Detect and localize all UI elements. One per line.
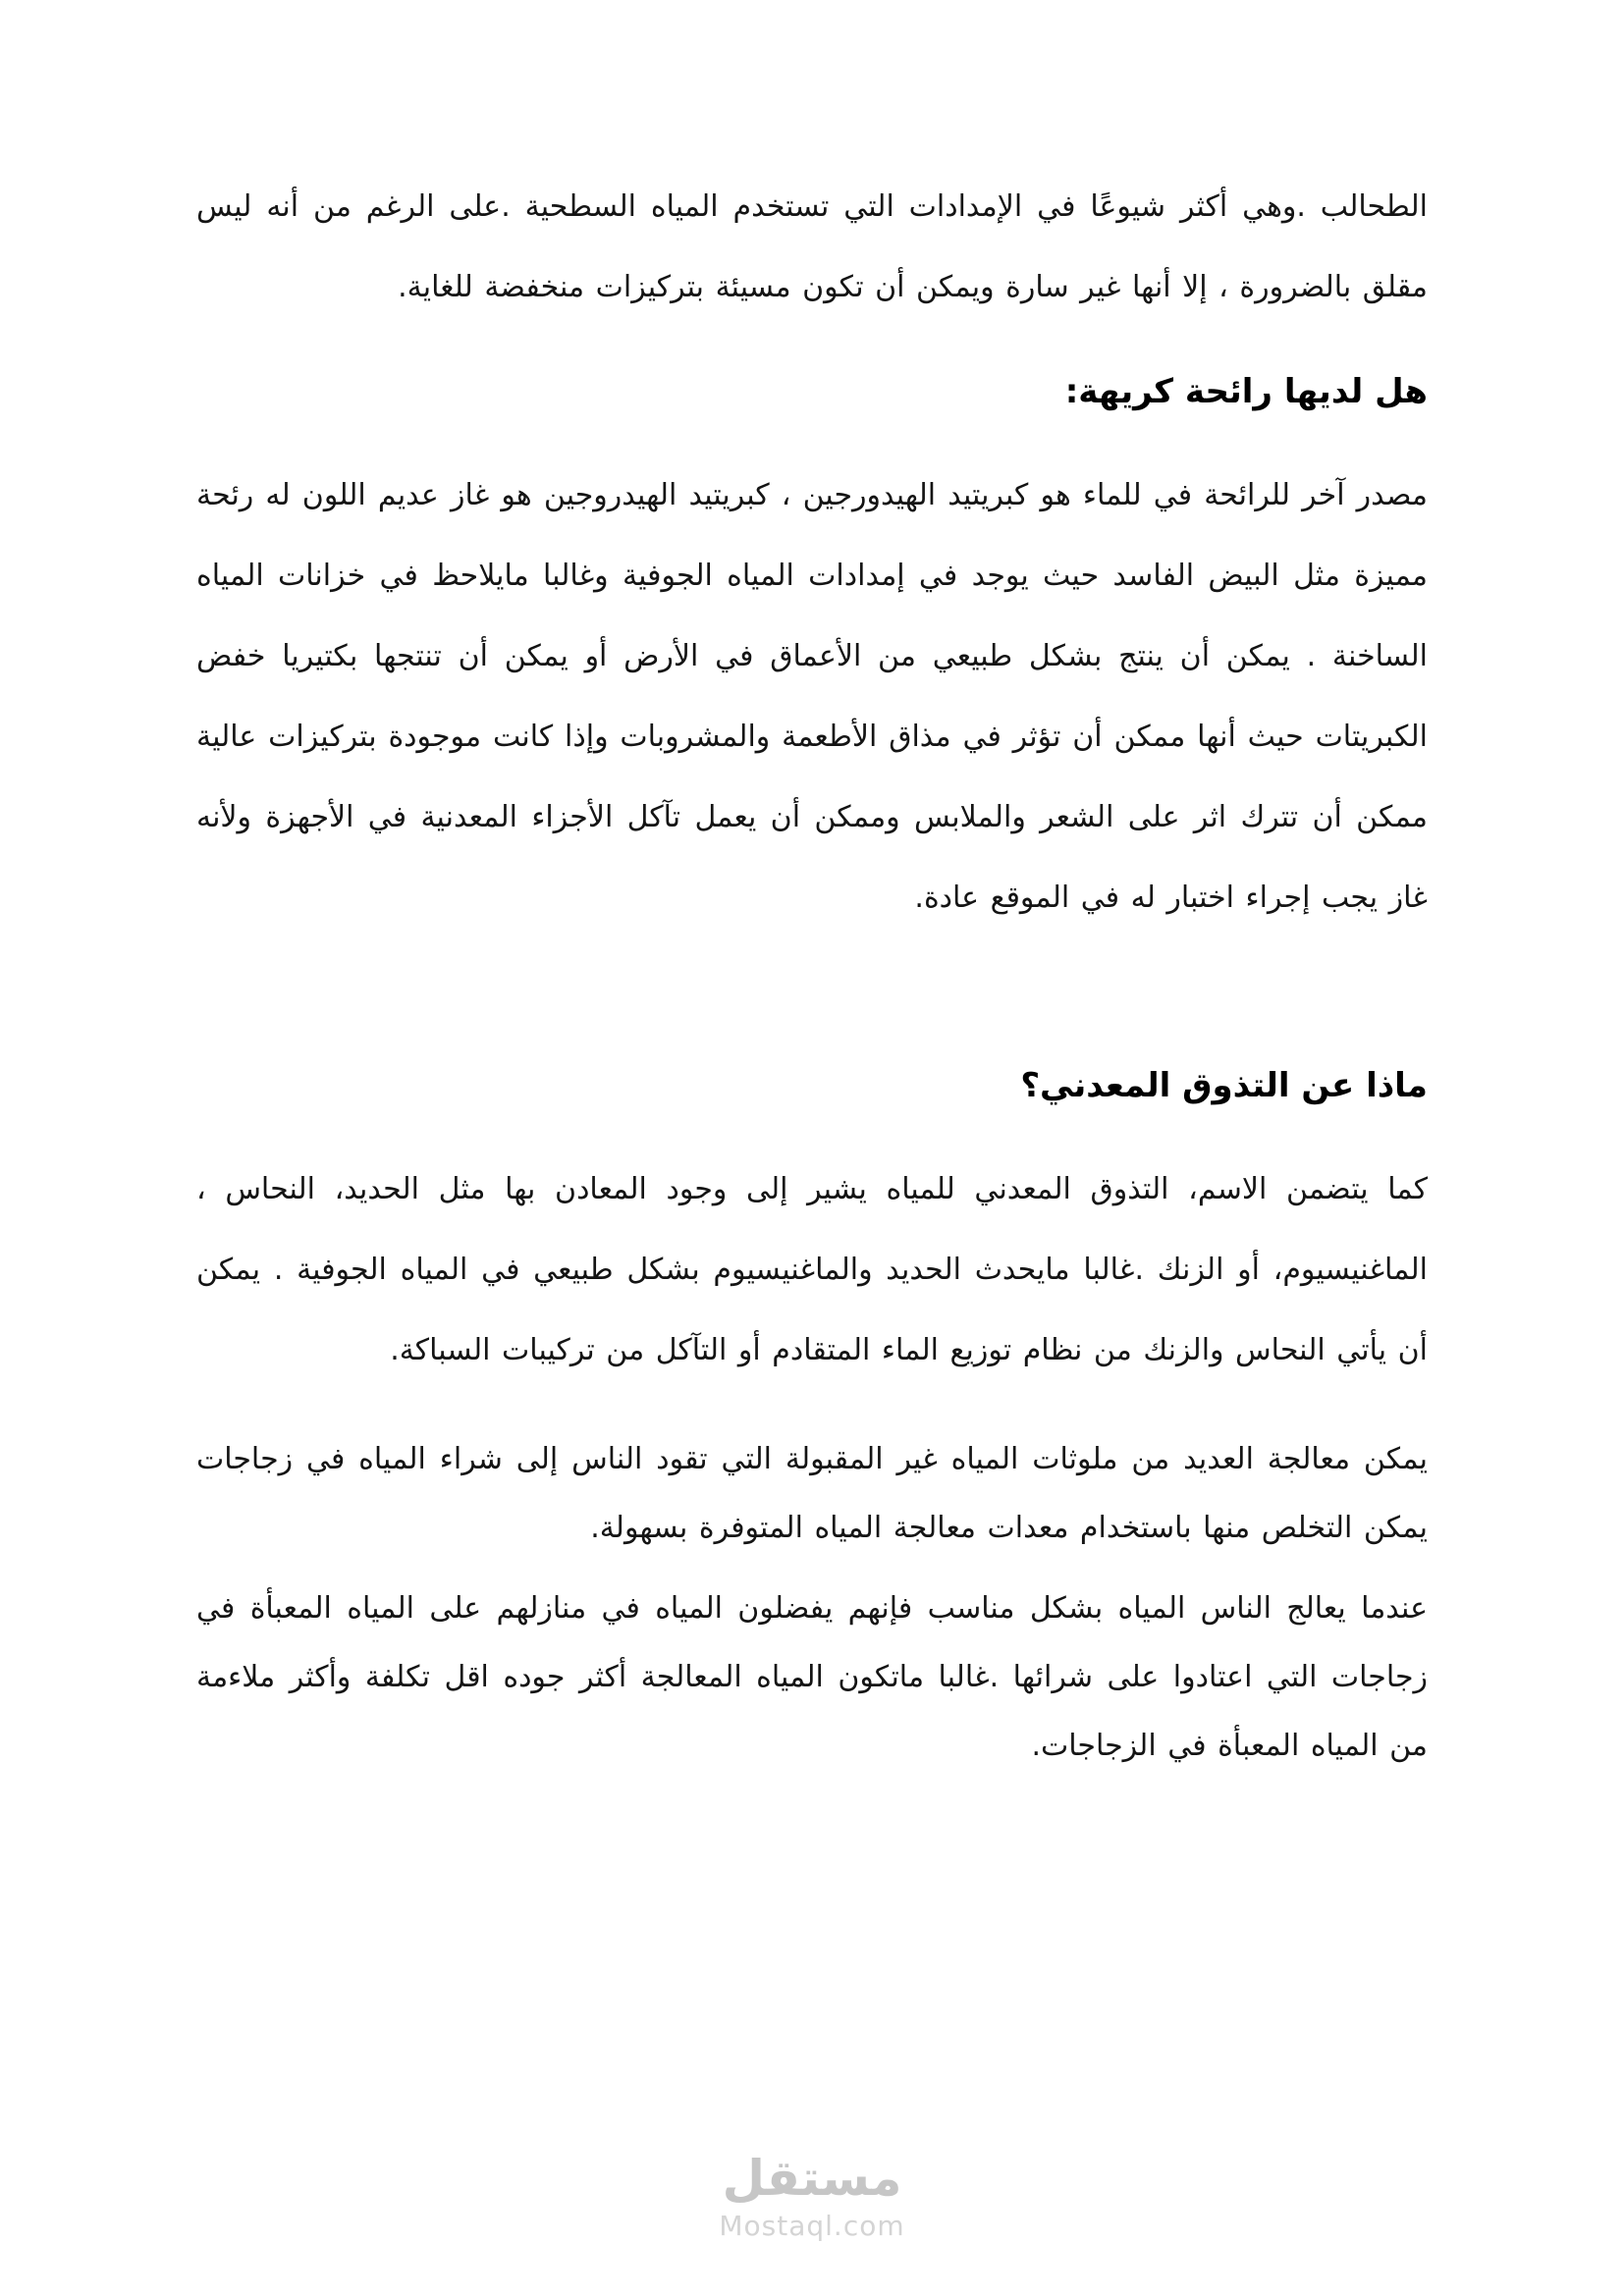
paragraph-intro: الطحالب .وهي أكثر شيوعًا في الإمدادات التي تستخدم المياه السطحية .على الرغم من أنه ليس مقلق بالضرورة ، إلا أنها غير سارة ويمكن أن تكون مسيئة بتركيزات منخفضة للغاية. (196, 189, 1428, 304)
heading-bad-smell: هل لديها رائحة كريهة: (1064, 372, 1428, 411)
heading-metallic-taste: ماذا عن التذوق المعدني؟ (1020, 1066, 1428, 1105)
paragraph-smell-body: مصدر آخر للرائحة في للماء هو كبريتيد الهيدورجين ، كبريتيد الهيدروجين هو غاز عديم اللون له رئحة مميزة مثل البيض الفاسد حيث يوجد في إمدادات المياه الجوفية وغالبا مايلاحظ في خزانات المياه الساخنة . يمكن أن ينتج بشكل طبيعي من الأعماق في الأرض أو يمكن أن تنتجها بكتيريا خفض الكبريتات حيث أنها ممكن أن تؤثر في مذاق الأطعمة والمشروبات وإذا كانت موجودة بتركيزات عالية ممكن أن تترك اثر على الشعر والملابس وممكن أن يعمل تآكل الأجزاء المعدنية في الأجهزة ولأنه غاز يجب إجراء اختبار له في الموقع عادة. (196, 478, 1428, 915)
paragraph-bottled-water: عندما يعالج الناس المياه بشكل مناسب فإنهم يفضلون المياه في منازلهم على المياه المعبأة في زجاجات التي اعتادوا على شرائها .غالبا ماتكون المياه المعالجة أكثر جوده اقل تكلفة وأكثر ملاءمة من المياه المعبأة في الزجاجات. (196, 1591, 1428, 1763)
watermark (0, 2152, 1624, 2242)
watermark-site-text: Mostaql.com (719, 2210, 905, 2242)
mostaql-logo: مستقل (722, 2150, 902, 2207)
paragraph-treatment: يمكن معالجة العديد من ملوثات المياه غير المقبولة التي تقود الناس إلى شراء المياه في زجاجات يمكن التخلص منها باستخدام معدات معالجة المياه المتوفرة بسهولة. (196, 1442, 1428, 1545)
document-content (196, 167, 1428, 1781)
paragraph-metallic-body: كما يتضمن الاسم، التذوق المعدني للمياه يشير إلى وجود المعادن بها مثل الحديد، النحاس ، الماغنيسيوم، أو الزنك .غالبا مايحدث الحديد والماغنيسيوم بشكل طبيعي في المياه الجوفية . يمكن أن يأتي النحاس والزنك من نظام توزيع الماء المتقادم أو التآكل من تركيبات السباكة. (196, 1172, 1428, 1367)
